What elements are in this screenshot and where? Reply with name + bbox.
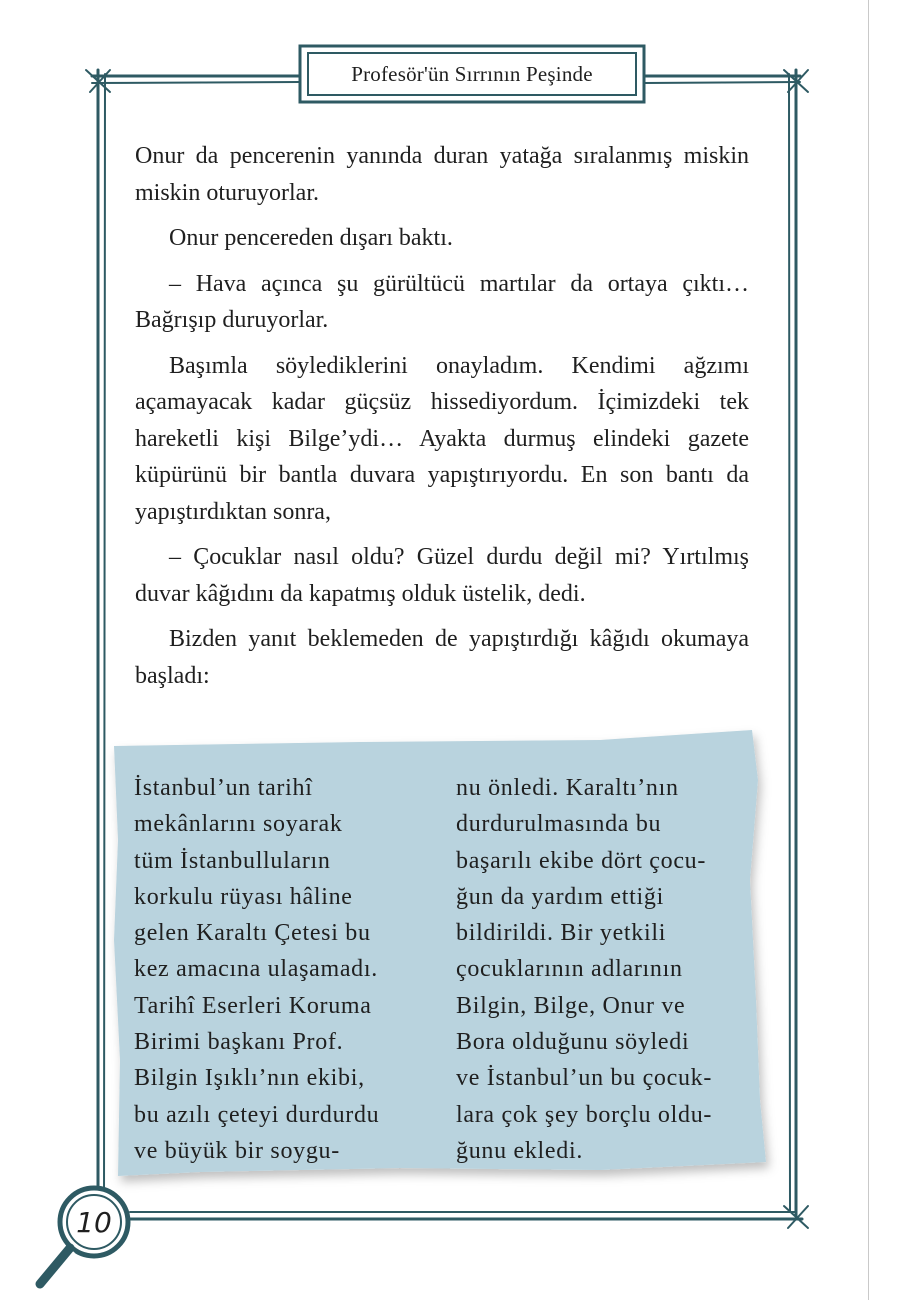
clipping-line: başarılı ekibe dört çocu- (456, 847, 707, 874)
running-header: Profesör'ün Sırrının Peşinde (351, 61, 593, 86)
clipping-column-right (456, 770, 712, 1169)
clipping-line: gelen Karaltı Çetesi bu (134, 920, 371, 947)
clipping-line: bildirildi. Bir yetkili (456, 920, 667, 947)
clipping-line: Tarihî Eserleri Koruma (134, 992, 372, 1019)
clipping-line: lara çok şey borçlu oldu- (456, 1101, 713, 1128)
clipping-line: Bilgin, Bilge, Onur ve (456, 992, 686, 1019)
clipping-line: kez amacına ulaşamadı. (134, 956, 378, 983)
clipping-line: ve büyük bir soygu- (134, 1137, 340, 1164)
clipping-line: ğunu ekledi. (456, 1137, 584, 1164)
clipping-column-left (134, 770, 379, 1169)
clipping-line: nu önledi. Karaltı’nın (456, 775, 679, 801)
page-number: 10 (76, 1205, 112, 1239)
paragraph: – Hava açınca şu gürültücü martılar da ortaya çıktı… Bağrışıp duruyorlar. (135, 270, 749, 333)
clipping-line: ğun da yardım ettiği (456, 883, 664, 910)
clipping-line: İstanbul’un tarihî (134, 775, 313, 801)
clipping-line: mekânlarını soyarak (134, 811, 343, 838)
clipping-line: çocuklarının adlarının (456, 956, 683, 983)
clipping-line: Birimi başkanı Prof. (134, 1029, 344, 1056)
clipping-line: korkulu rüyası hâline (134, 883, 353, 910)
clipping-line: ve İstanbul’un bu çocuk- (456, 1065, 713, 1092)
clipping-line: bu azılı çeteyi durdurdu (134, 1101, 380, 1128)
clipping-line: Bilgin Işıklı’nın ekibi, (134, 1065, 365, 1092)
paragraph: Onur da pencerenin yanında duran yatağa sıralanmış miskin miskin oturuyorlar. (135, 143, 749, 206)
paragraph: Bizden yanıt beklemeden de yapıştırdığı kâğıdı okumaya başladı: (135, 626, 749, 689)
clipping-line: tüm İstanbulluların (134, 847, 331, 874)
paragraph: – Çocuklar nasıl oldu? Güzel durdu değil mi? Yırtılmış duvar kâğıdını da kapatmış olduk üstelik, dedi. (135, 544, 749, 607)
clipping-line: durdurulmasında bu (456, 811, 662, 838)
paragraph: Onur pencereden dışarı baktı. (169, 225, 453, 251)
clipping-line: Bora olduğunu söyledi (456, 1029, 690, 1056)
paragraph: Başımla söylediklerini onayladım. Kendimi ağzımı açamayacak kadar güçsüz hissediyordum. İçimizdeki tek hareketli kişi Bilge’ydi… Ayakta durmuş elindeki gazete küpürünü bir bantla duvara yapıştırıyordu. En son bantı da yapıştırdıktan sonra, (135, 352, 749, 525)
